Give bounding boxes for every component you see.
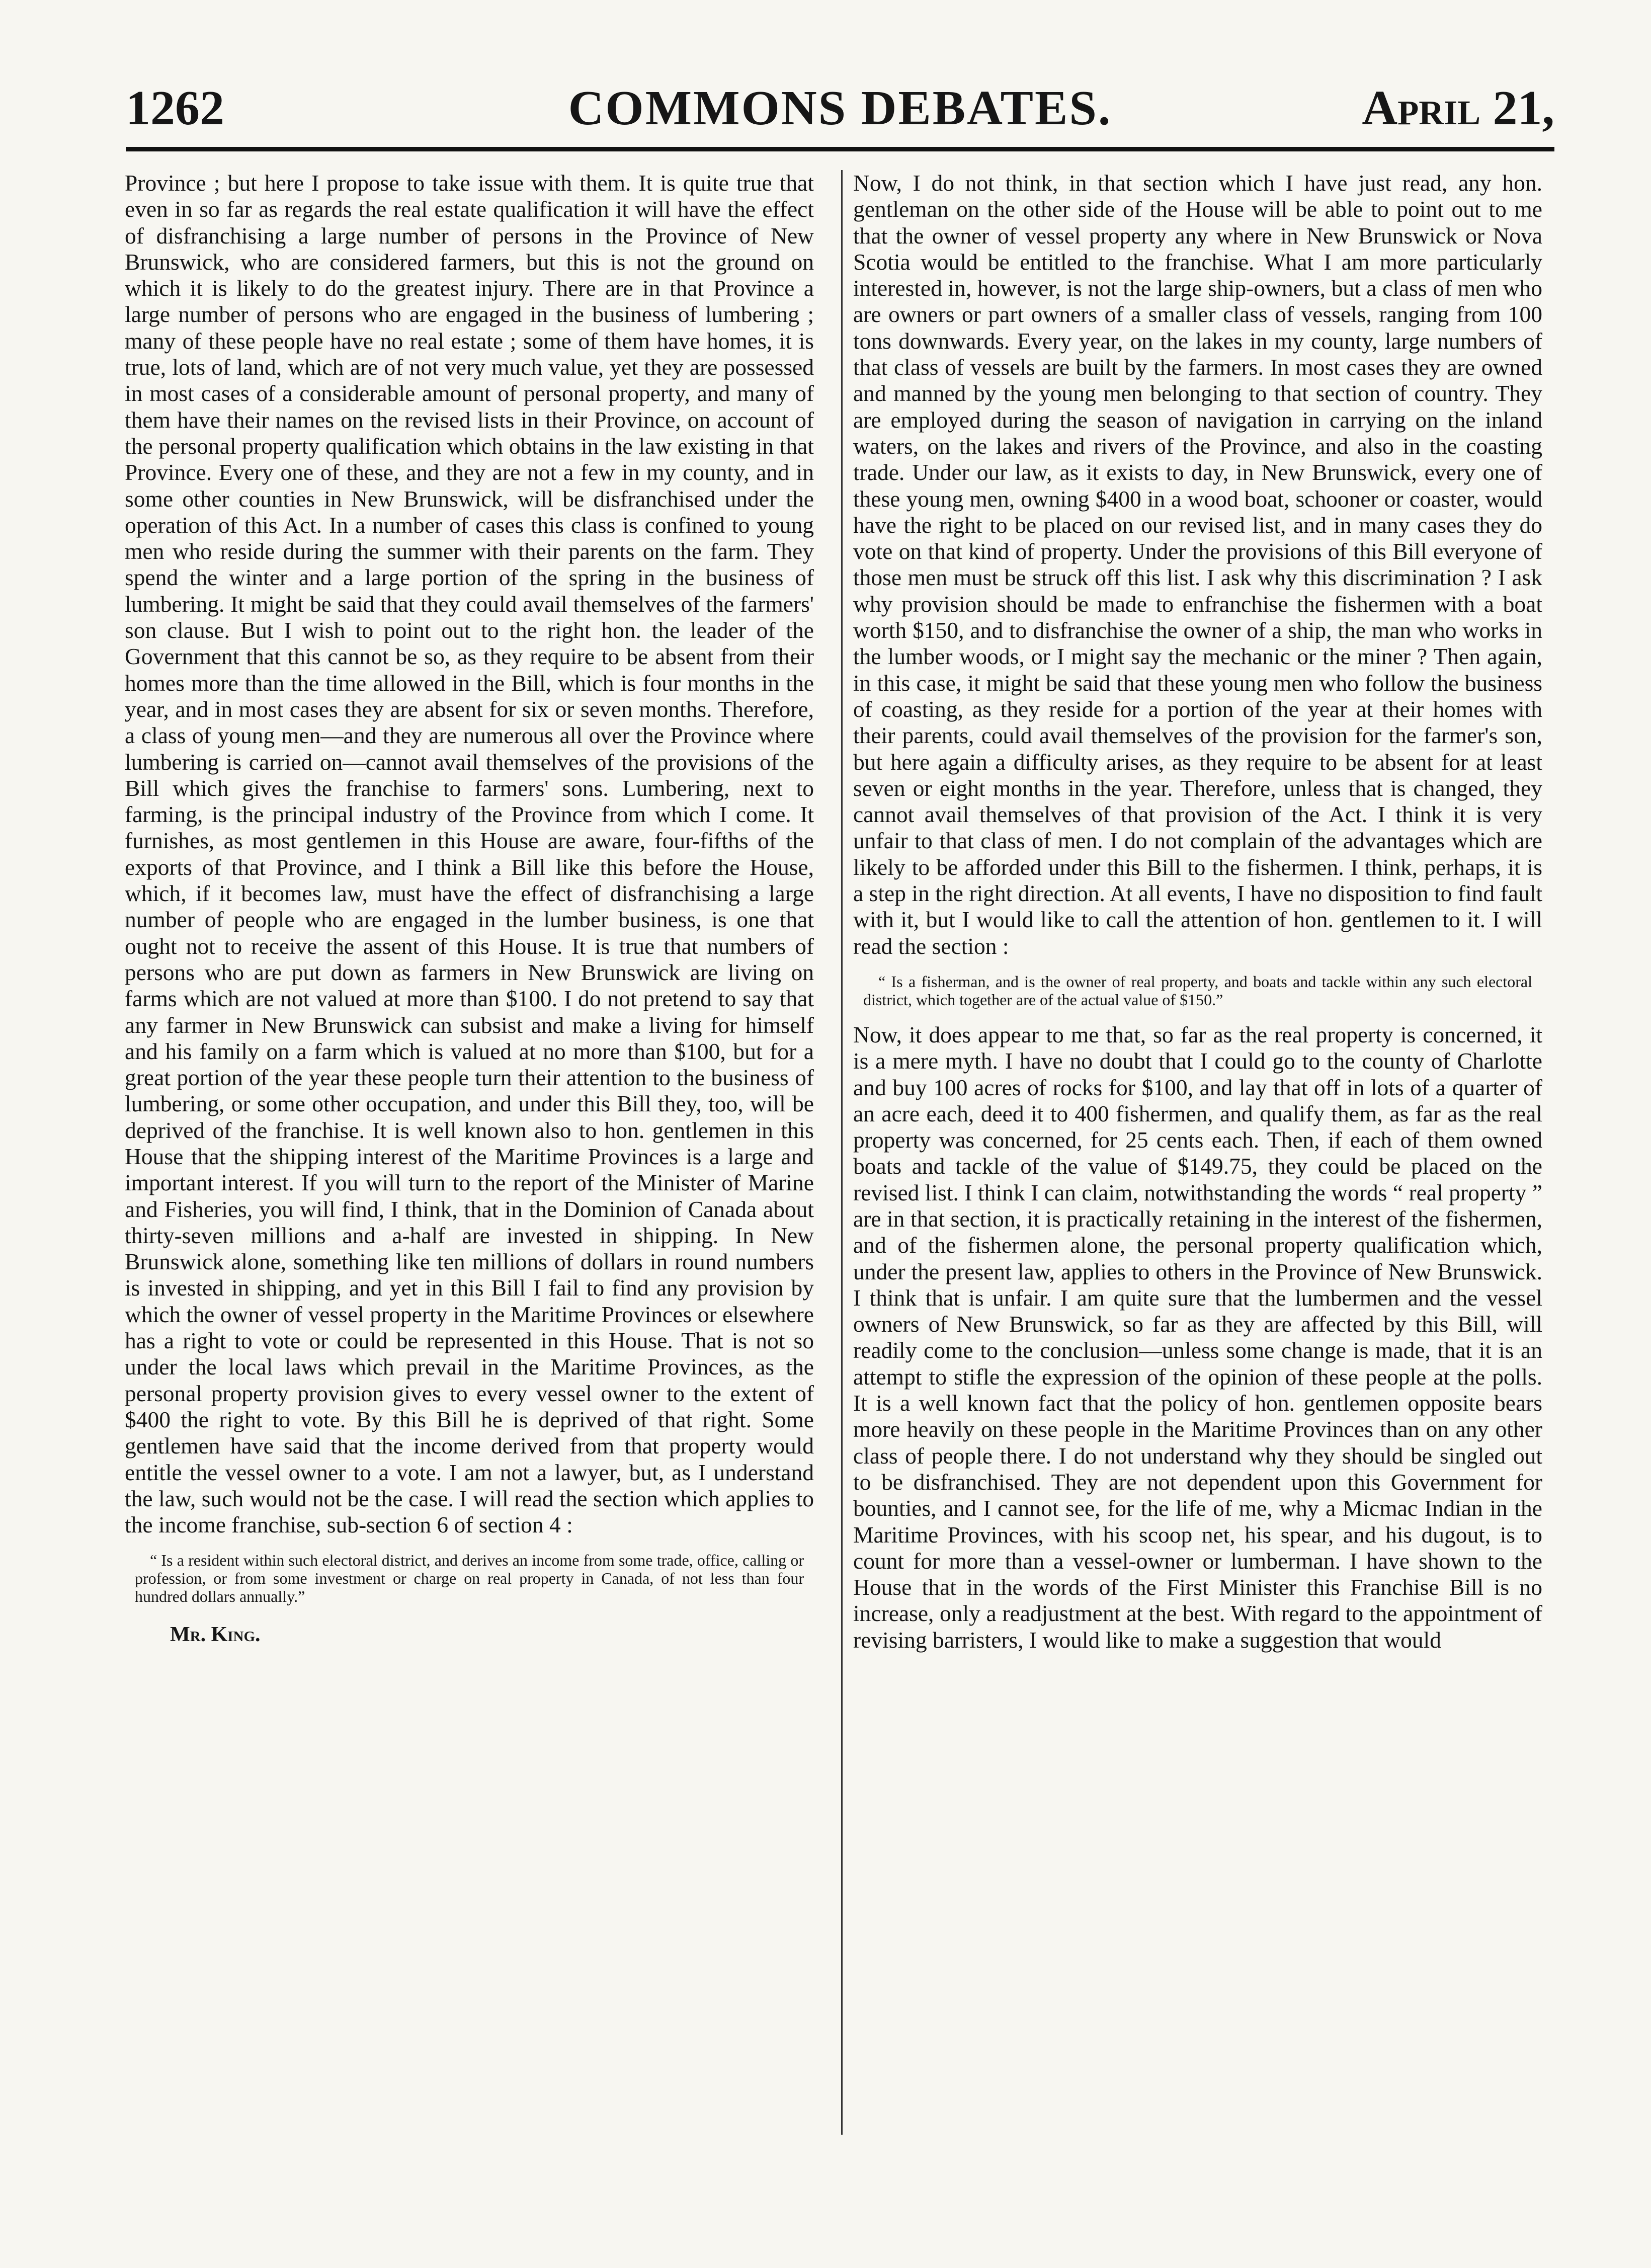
column-divider <box>841 170 843 2135</box>
right-paragraph-1: Now, I do not think, in that section which I have just read, any hon. gentleman on the other side of the House will be able to point out to me that the owner of vessel property any where in New Brunswick or Nova Scotia would be entitled to the franchise. What I am more particularly interested in, however, is not the large ship-owners, but a class of men who are owners or part owners of a smaller class of vessels, ranging from 100 tons downwards. Every year, on the lakes in my county, large numbers of that class of vessels are built by the farmers. In most cases they are owned and manned by the young men belonging to that section of country. They are employed during the season of navigation in carrying on the inland waters, on the lakes and rivers of the Province, and also in the coasting trade. Under our law, as it exists to day, in New Brunswick, every one of these young men, owning $400 in a wood boat, schooner or coaster, would have the right to be placed on our revised list, and in many cases they do vote on that kind of property. Under the provisions of this Bill everyone of those men must be struck off this list. I ask why this discrimination ? I ask why provision should be made to enfranchise the fishermen with a boat worth $150, and to disfranchise the owner of a ship, the man who works in the lumber woods, or I might say the mechanic or the miner ? Then again, in this case, it might be said that these young men who follow the business of coasting, as they reside for a portion of the year at their homes with their parents, could avail themselves of the provision for the farmer's son, but here again a difficulty arises, as they require to be absent for at least seven or eight months in the year. Therefore, unless that is changed, they cannot avail themselves of that provision of the Act. I think it is very unfair to that class of men. I do not complain of the advantages which are likely to be afforded under this Bill to the fishermen. I think, perhaps, it is a step in the right direction. At all events, I have no disposition to find fault with it, but I would like to call the attention of hon. gentlemen to it. I will read the section : <box>853 170 1542 959</box>
speaker-name: Mr. King. <box>170 1623 261 1647</box>
right-paragraph-2: Now, it does appear to me that, so far as the real property is concerned, it is a mere myth. I have no doubt that I could go to the county of Charlotte and buy 100 acres of rocks for $100, and lay that off in lots of a quarter of an acre each, deed it to 400 fishermen, and qualify them, as far as the real property was concerned, for 25 cents each. Then, if each of them owned boats and tackle of the value of $149.75, they could be placed on the revised list. I think I can claim, notwithstanding the words “ real property ” are in that section, it is practically retaining in the interest of the fishermen, and of the fishermen alone, the personal property qualification which, under the present law, applies to others in the Province of New Brunswick. I think that is unfair. I am quite sure that the lumbermen and the vessel owners of New Brunswick, so far as they are affected by this Bill, will readily come to the conclusion—unless some change is made, that it is an attempt to stifle the expression of the opinion of these people at the polls. It is a well known fact that the policy of hon. gentlemen opposite bears more heavily on these people in the Maritime Provinces than on any other class of people there. I do not understand why they should be singled out to be disfranchised. They are not dependent upon this Government for bounties, and I cannot see, for the life of me, why a Micmac Indian in the Maritime Provinces, with his scoop net, his spear, and his dugout, is to count for more than a vessel-owner or lumberman. I have shown to the House that in the words of the First Minister this Franchise Bill is no increase, only a readjustment at the best. With regard to the appointment of revising barristers, I would like to make a suggestion that would <box>853 1021 1542 1653</box>
page-number: 1262 <box>126 81 224 135</box>
header-rule <box>126 147 1554 151</box>
publication-title: COMMONS DEBATES. <box>568 81 1112 135</box>
right-quotation: “ Is a fisherman, and is the owner of real property, and boats and tackle within any such electoral district, which together are of the actual value of $150.” <box>863 972 1532 1009</box>
page-date: April 21, <box>1362 81 1554 135</box>
right-column <box>853 170 1542 1653</box>
left-column <box>125 170 814 1647</box>
left-paragraph: Province ; but here I propose to take issue with them. It is quite true that even in so far as regards the real estate qualification it will have the effect of disfranchising a large number of persons in the Province of New Brunswick, who are considered farmers, but this is not the ground on which it is likely to do the greatest injury. There are in that Province a large number of persons who are engaged in the business of lumbering ; many of these people have no real estate ; some of them have homes, it is true, lots of land, which are of not very much value, yet they are possessed in most cases of a considerable amount of personal property, and many of them have their names on the revised lists in their Province, on account of the personal property qualification which obtains in the law existing in that Province. Every one of these, and they are not a few in my county, and in some other counties in New Brunswick, will be disfranchised under the operation of this Act. In a number of cases this class is confined to young men who reside during the summer with their parents on the farm. They spend the winter and a large portion of the spring in the business of lumbering. It might be said that they could avail themselves of the farmers' son clause. But I wish to point out to the right hon. the leader of the Government that this cannot be so, as they require to be absent from their homes more than the time allowed in the Bill, which is four months in the year, and in most cases they are absent for six or seven months. Therefore, a class of young men—and they are numerous all over the Province where lumbering is carried on—cannot avail themselves of the provisions of the Bill which gives the franchise to farmers' sons. Lumbering, next to farming, is the principal industry of the Province from which I come. It furnishes, as most gentlemen in this House are aware, four-fifths of the exports of that Province, and I think a Bill like this before the House, which, if it becomes law, must have the effect of disfranchising a large number of people who are engaged in the lumber business, is one that ought not to receive the assent of this House. It is true that numbers of persons who are put down as farmers in New Brunswick are living on farms which are not valued at more than $100. I do not pretend to say that any farmer in New Brunswick can subsist and make a living for himself and his family on a farm which is valued at no more than $100, but for a great portion of the year these people turn their attention to the business of lumbering, or some other occupation, and under this Bill they, too, will be deprived of the franchise. It is well known also to hon. gentlemen in this House that the shipping interest of the Maritime Provinces is a large and important interest. If you will turn to the report of the Minister of Marine and Fisheries, you will find, I think, that in the Dominion of Canada about thirty-seven millions and a-half are invested in shipping. In New Brunswick alone, something like ten millions of dollars in round numbers is invested in shipping, and yet in this Bill I fail to find any provision by which the owner of vessel property in the Maritime Provinces or elsewhere has a right to vote or could be represented in this House. That is not so under the local laws which prevail in the Maritime Provinces, as the personal property provision gives to every vessel owner to the extent of $400 the right to vote. By this Bill he is deprived of that right. Some gentlemen have said that the income derived from that property would entitle the vessel owner to a vote. I am not a lawyer, but, as I understand the law, such would not be the case. I will read the section which applies to the income franchise, sub-section 6 of section 4 : <box>125 170 814 1538</box>
left-quotation: “ Is a resident within such electoral district, and derives an income from some trade, office, calling or profession, or from some investment or charge on real property in Canada, of not less than four hundred dollars annually.” <box>135 1551 804 1606</box>
page-header <box>126 75 1554 141</box>
